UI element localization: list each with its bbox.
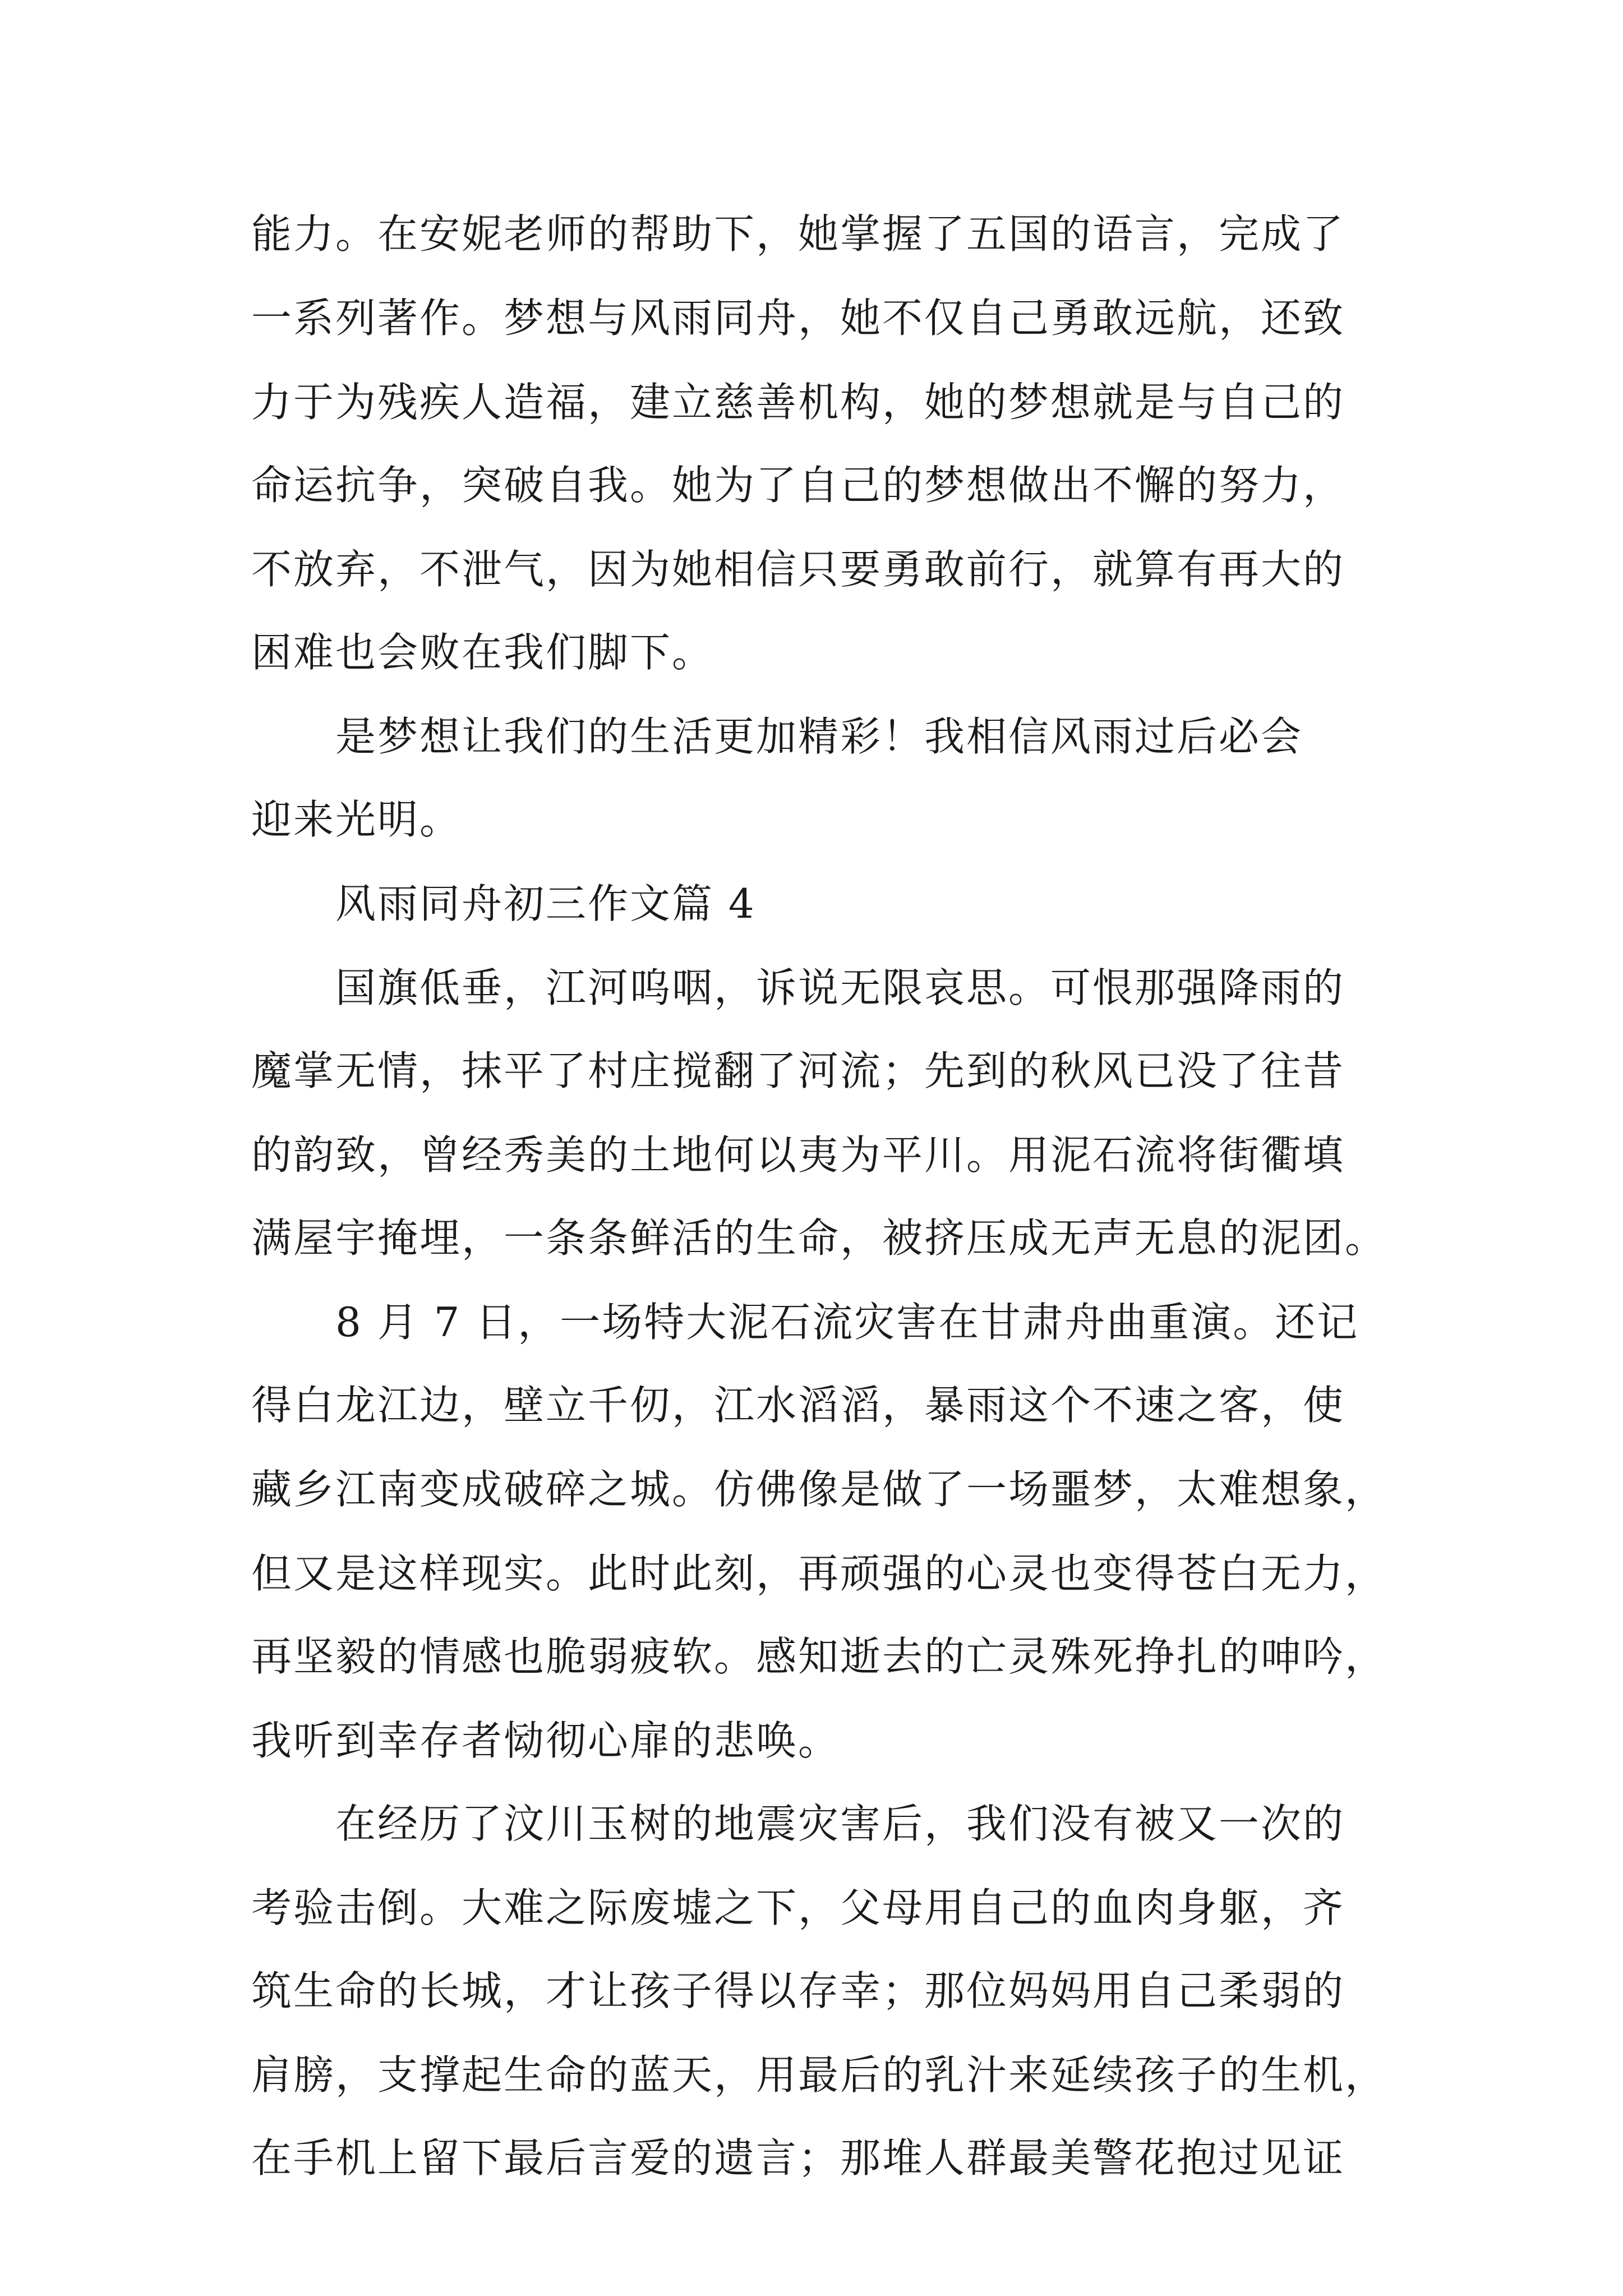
paragraph-start-line: 国旗低垂，江河呜咽，诉说无限哀思。可恨那强降雨的 (335, 964, 1345, 1011)
text-line: 考验击倒。大难之际废墟之下，父母用自己的血肉身躯，齐 (251, 1884, 1345, 1931)
text-line: 困难也会败在我们脚下。 (251, 629, 714, 676)
text-line: 迎来光明。 (251, 796, 462, 843)
text-line: 在手机上留下最后言爱的遗言；那堆人群最美警花抱过见证 (251, 2134, 1345, 2182)
text-line: 不放弃，不泄气，因为她相信只要勇敢前行，就算有再大的 (251, 546, 1345, 593)
text-line: 再坚毅的情感也脆弱疲软。感知逝去的亡灵殊死挣扎的呻吟， (251, 1633, 1387, 1680)
text-line: 得白龙江边，壁立千仞，江水滔滔，暴雨这个不速之客，使 (251, 1382, 1345, 1429)
paragraph-start-line: 在经历了汶川玉树的地震灾害后，我们没有被又一次的 (335, 1800, 1345, 1847)
text-line: 力于为残疾人造福，建立慈善机构，她的梦想就是与自己的 (251, 379, 1345, 426)
text-line: 藏乡江南变成破碎之城。仿佛像是做了一场噩梦，太难想象， (251, 1466, 1387, 1513)
text-line: 一系列著作。梦想与风雨同舟，她不仅自己勇敢远航，还致 (251, 295, 1345, 342)
text-line: 命运抗争，突破自我。她为了自己的梦想做出不懈的努力， (251, 462, 1345, 509)
text-line: 能力。在安妮老师的帮助下，她掌握了五国的语言，完成了 (251, 210, 1345, 257)
section-heading: 风雨同舟初三作文篇 4 (335, 880, 756, 927)
text-line: 肩膀，支撑起生命的蓝天，用最后的乳汁来延续孩子的生机， (251, 2051, 1387, 2099)
text-line: 我听到幸存者恸彻心扉的悲唤。 (251, 1717, 841, 1764)
text-line: 魔掌无情，抹平了村庄搅翻了河流；先到的秋风已没了往昔 (251, 1047, 1345, 1094)
paragraph-start-line: 8 月 7 日，一场特大泥石流灾害在甘肃舟曲重演。还记 (335, 1299, 1359, 1346)
text-line: 但又是这样现实。此时此刻，再顽强的心灵也变得苍白无力， (251, 1550, 1387, 1597)
text-line: 满屋宇掩埋，一条条鲜活的生命，被挤压成无声无息的泥团。 (251, 1214, 1387, 1262)
paragraph-start-line: 是梦想让我们的生活更加精彩！我相信风雨过后必会 (335, 713, 1303, 760)
text-line: 的韵致，曾经秀美的土地何以夷为平川。用泥石流将街衢填 (251, 1131, 1345, 1179)
text-line: 筑生命的长城，才让孩子得以存幸；那位妈妈用自己柔弱的 (251, 1967, 1345, 2014)
